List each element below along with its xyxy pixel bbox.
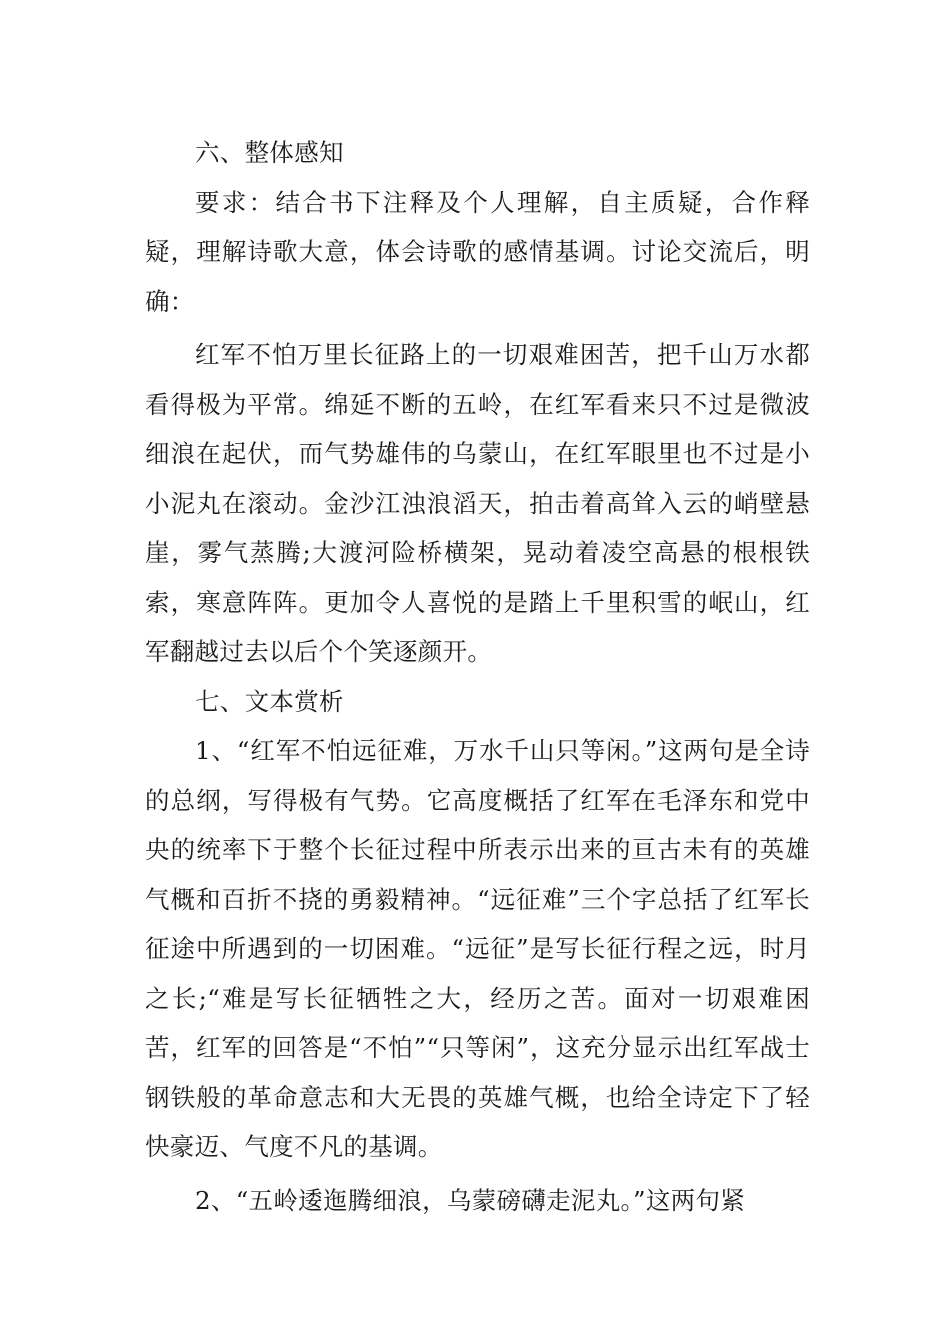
section-heading-overall-perception: 六、整体感知 — [195, 138, 344, 167]
analysis-paragraph-1: 1、“红军不怕远征难，万水千山只等闲。”这两句是全诗的总纲，写得极有气势。它高度概括了红军在毛泽东和党中央的统率下于整个长征过程中所表示出来的亘古未有的英雄气概和百折不挠的勇毅精神。“远征难”三个字总括了红军长征途中所遇到的一切困难。“远征”是写长征行程之远，时月之长;“难是写长征牺牲之大，经历之苦。面对一切艰难困苦，红军的回答是“不怕”“只等闲”，这充分显示出红军战士钢铁般的革命意志和大无畏的英雄气概，也给全诗定下了轻快豪迈、气度不凡的基调。 — [145, 736, 810, 1161]
document-page — [145, 128, 810, 1225]
section-heading-text-analysis: 七、文本赏析 — [195, 686, 344, 716]
summary-paragraph: 红军不怕万里长征路上的一切艰难困苦，把千山万水都看得极为平常。绵延不断的五岭，在红军看来只不过是微波细浪在起伏，而气势雄伟的乌蒙山，在红军眼里也不过是小小泥丸在滚动。金沙江浊浪滔天，拍击着高耸入云的峭壁悬崖，雾气蒸腾;大渡河险桥横架，晃动着凌空高悬的根根铁索，寒意阵阵。更加令人喜悦的是踏上千里积雪的岷山，红军翻越过去以后个个笑逐颜开。 — [145, 340, 810, 666]
analysis-paragraph-2: 2、“五岭逶迤腾细浪，乌蒙磅礴走泥丸。”这两句紧 — [195, 1185, 746, 1215]
requirement-paragraph: 要求：结合书下注释及个人理解，自主质疑，合作释疑，理解诗歌大意，体会诗歌的感情基调。讨论交流后，明确： — [145, 187, 810, 316]
